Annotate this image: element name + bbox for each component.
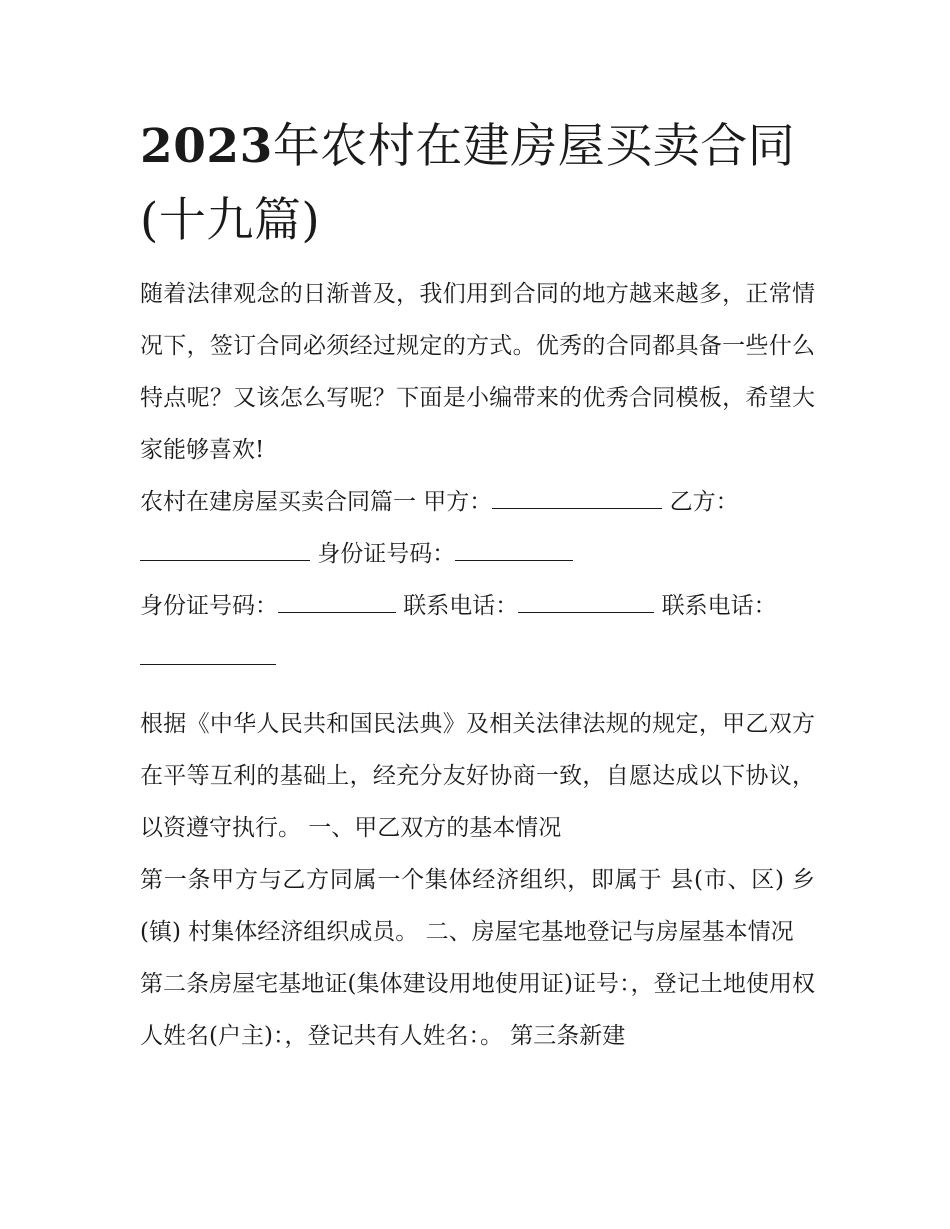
party-b-blank bbox=[140, 538, 310, 561]
document-title bbox=[140, 110, 815, 258]
article-two-paragraph: 第二条房屋宅基地证(集体建设用地使用证)证号：，登记土地使用权人姓名(户主)：，登记共有人姓名：。 第三条新建 bbox=[140, 971, 815, 1049]
party-info bbox=[140, 476, 815, 580]
article-one-paragraph: 第一条甲方与乙方同属一个集体经济组织，即属于 县(市、区) 乡(镇) 村集体经济组织成员。 二、房屋宅基地登记与房屋基本情况 bbox=[140, 867, 815, 945]
phone-blank-b bbox=[140, 642, 276, 665]
id-number-blank-a bbox=[455, 538, 573, 561]
id-number-blank-b bbox=[278, 590, 396, 613]
id-number-label-b: 身份证号码： bbox=[140, 593, 278, 619]
title-text: 年农村在建房屋买卖合同(十九篇) bbox=[140, 119, 796, 248]
intro-paragraph: 随着法律观念的日渐普及，我们用到合同的地方越来越多，正常情况下，签订合同必须经过规定的方式。优秀的合同都具备一些什么特点呢？又该怎么写呢？下面是小编带来的优秀合同模板，希望大家能够喜欢! bbox=[140, 281, 815, 463]
contact-info bbox=[140, 580, 815, 684]
id-number-label-a: 身份证号码： bbox=[310, 541, 456, 567]
party-a-label: 农村在建房屋买卖合同篇一 甲方： bbox=[140, 489, 493, 515]
basis-paragraph: 根据《中华人民共和国民法典》及相关法律法规的规定，甲乙双方在平等互利的基础上，经充分友好协商一致，自愿达成以下协议，以资遵守执行。 一、甲乙双方的基本情况 bbox=[140, 711, 815, 841]
phone-label-b: 联系电话： bbox=[654, 593, 777, 619]
phone-blank-a bbox=[518, 590, 654, 613]
document-page bbox=[140, 110, 815, 1062]
party-a-blank bbox=[492, 486, 662, 509]
party-b-label: 乙方： bbox=[662, 489, 739, 515]
phone-label-a: 联系电话： bbox=[396, 593, 519, 619]
title-year: 2023 bbox=[140, 119, 273, 174]
